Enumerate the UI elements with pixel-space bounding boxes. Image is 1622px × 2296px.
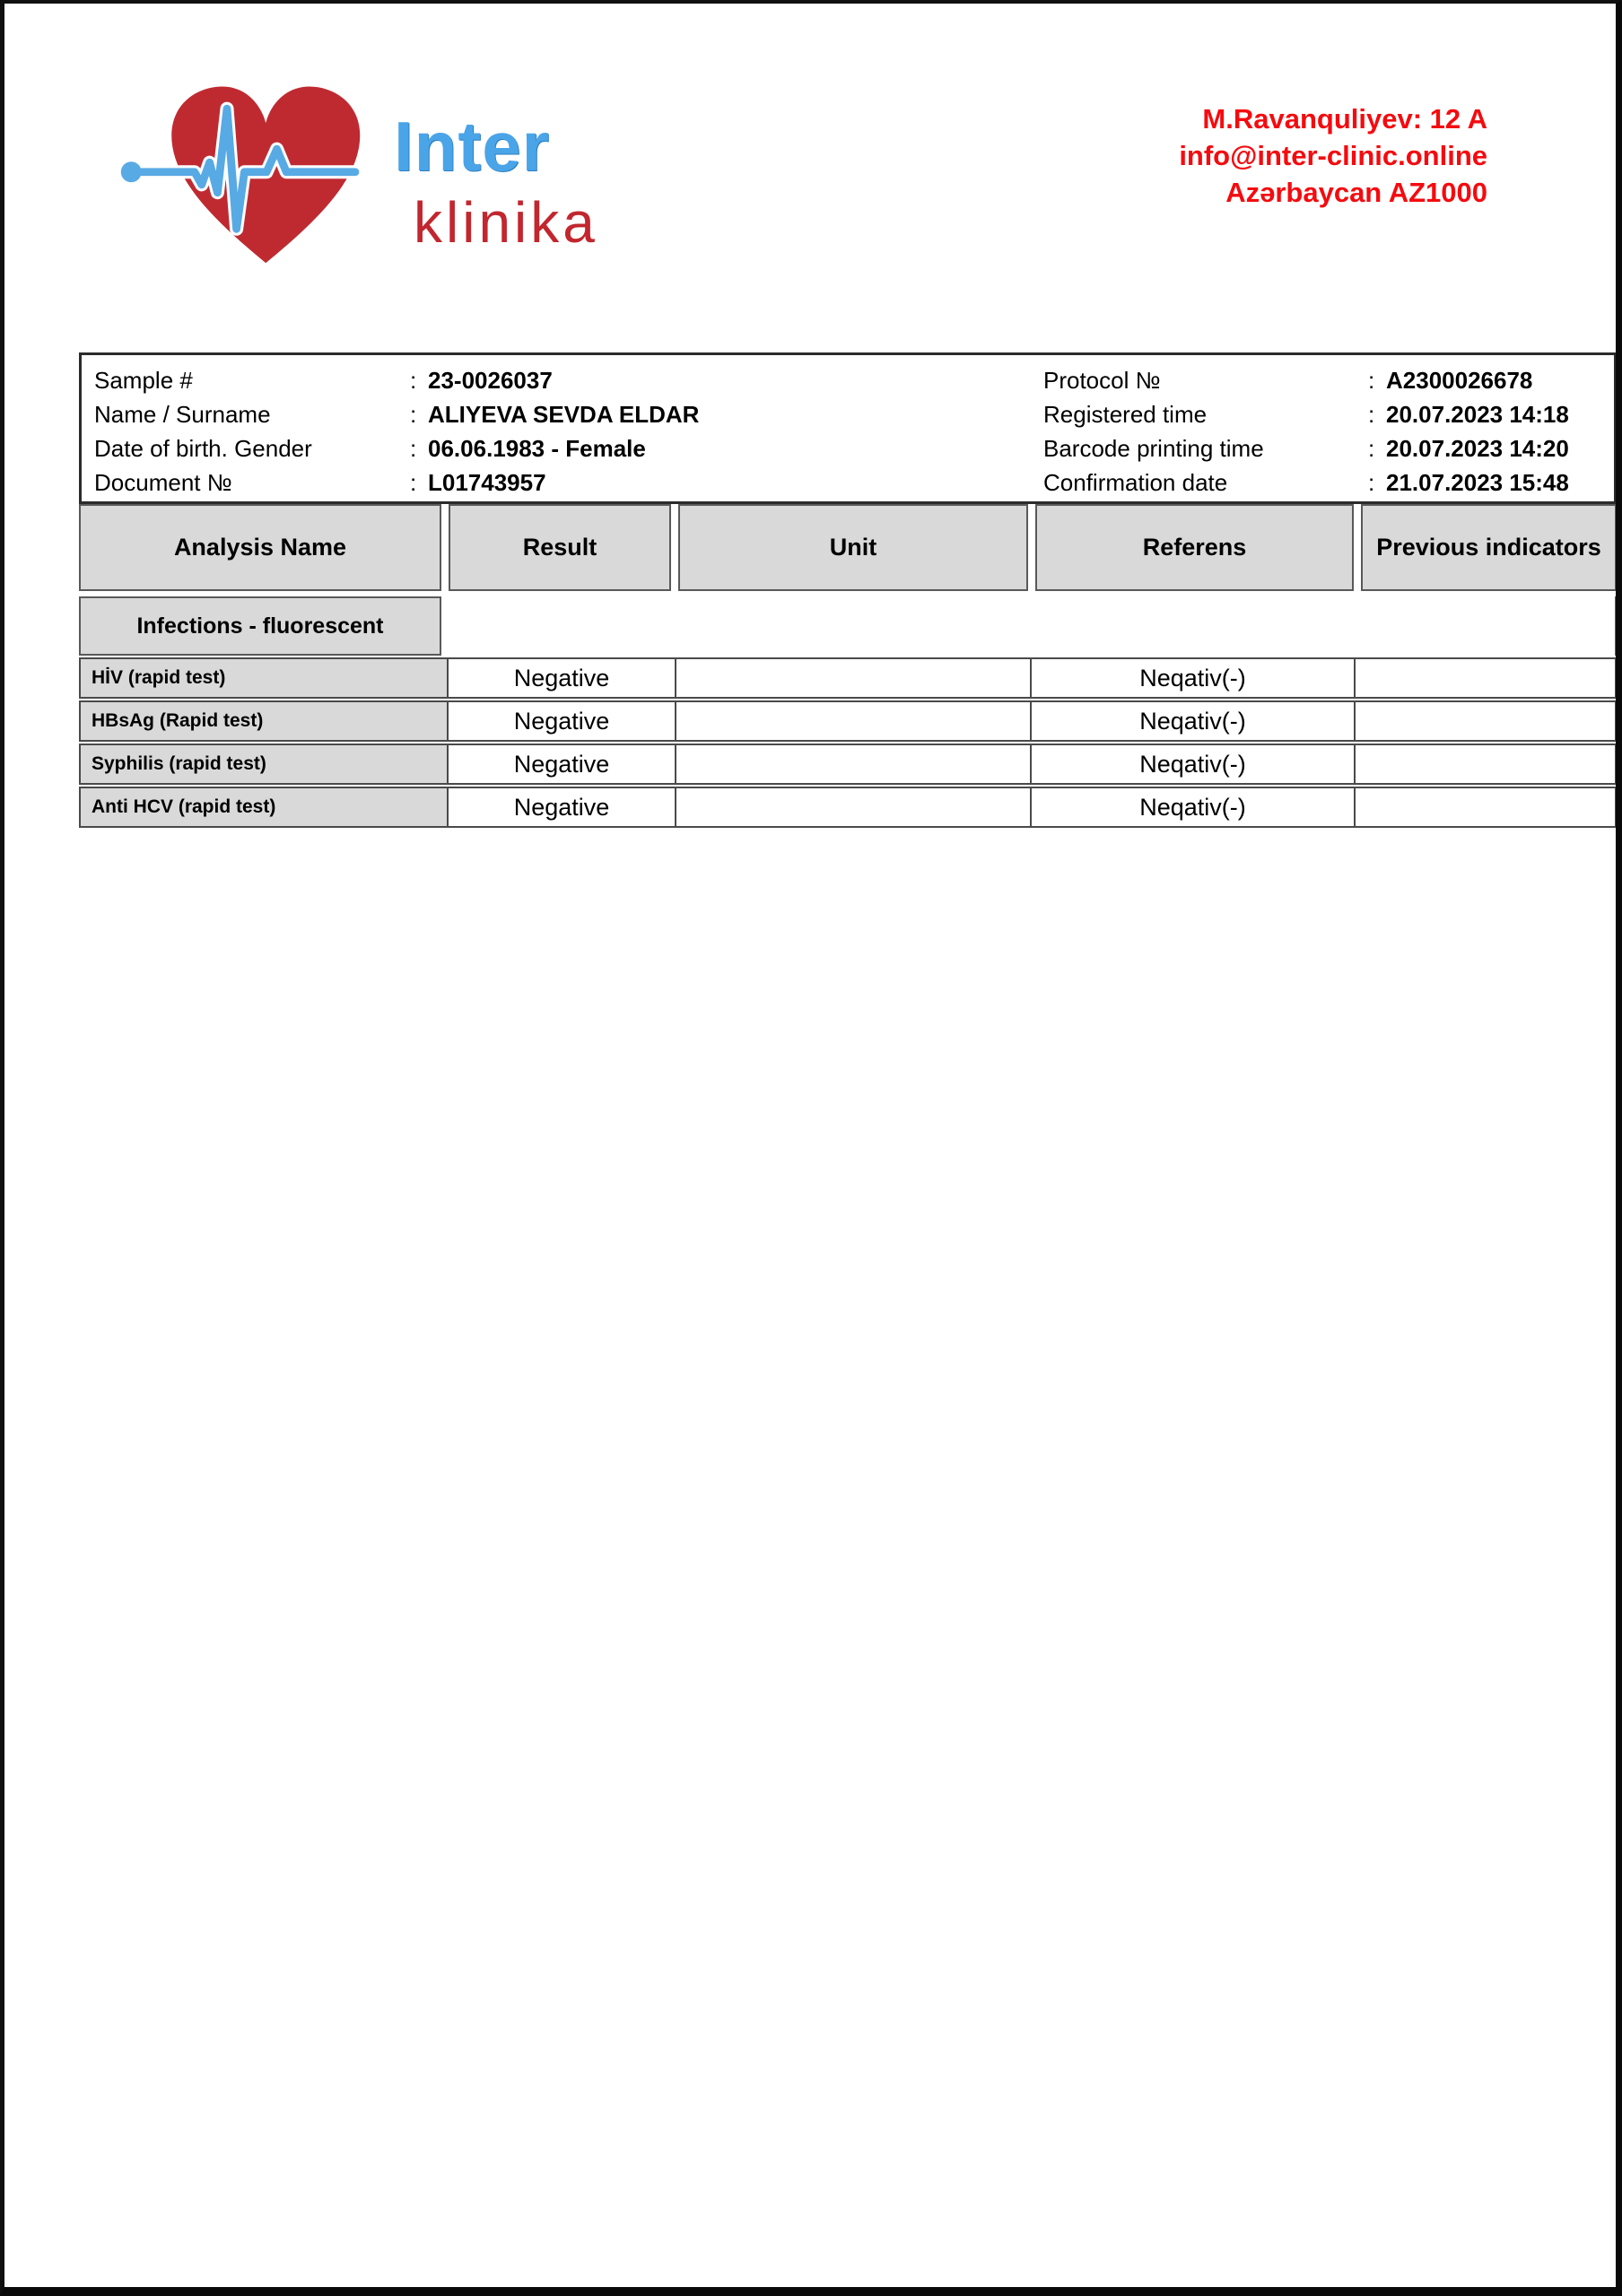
clinic-name-primary: Inter <box>394 107 551 186</box>
field-label: Registered time <box>1043 400 1208 428</box>
patient-row-birth-gender <box>94 435 699 463</box>
separator: : <box>410 434 417 462</box>
field-value: 21.07.2023 15:48 <box>1386 468 1569 496</box>
patient-info-left <box>94 363 699 500</box>
table-row <box>79 700 1617 742</box>
previous-cell <box>1356 700 1617 742</box>
header-referens: Referens <box>1035 504 1354 591</box>
patient-info-right <box>1043 363 1569 500</box>
patient-row-document <box>94 469 699 497</box>
separator: : <box>1368 434 1375 462</box>
field-value: 20.07.2023 14:18 <box>1386 400 1569 428</box>
header-analysis-name: Analysis Name <box>79 504 441 591</box>
field-label: Barcode printing time <box>1043 434 1264 462</box>
header-previous-indicators: Previous indicators <box>1361 504 1617 591</box>
section-row <box>79 596 1617 656</box>
heart-ekg-icon <box>119 56 388 285</box>
field-label: Date of birth. Gender <box>94 434 312 462</box>
clinic-logo-text <box>394 107 598 255</box>
result-cell: Negative <box>449 787 676 828</box>
patient-row-sample <box>94 367 699 395</box>
analysis-name-cell: HİV (rapid test) <box>79 657 449 699</box>
referens-cell: Neqativ(-) <box>1032 657 1356 699</box>
clinic-logo <box>119 56 598 285</box>
contact-address: M.Ravanquliyev: 12 A <box>1202 103 1487 135</box>
field-value: 06.06.1983 - Female <box>428 434 646 462</box>
unit-cell <box>676 700 1032 742</box>
table-row <box>79 657 1617 699</box>
separator: : <box>1368 468 1375 496</box>
field-label: Name / Surname <box>94 400 271 428</box>
referens-cell: Neqativ(-) <box>1032 700 1356 742</box>
patient-info-box <box>79 352 1617 504</box>
section-title: Infections - fluorescent <box>79 596 441 656</box>
separator: : <box>1368 366 1375 394</box>
field-value: 20.07.2023 14:20 <box>1386 434 1569 462</box>
result-cell: Negative <box>449 657 676 699</box>
separator: : <box>410 468 417 496</box>
unit-cell <box>676 657 1032 699</box>
contact-country: Azərbaycan AZ1000 <box>1225 177 1487 208</box>
previous-cell <box>1356 787 1617 828</box>
unit-cell <box>676 787 1032 828</box>
clinic-contact-block <box>1179 100 1487 211</box>
header-result: Result <box>449 504 671 591</box>
analysis-name-cell: HBsAg (Rapid test) <box>79 700 449 742</box>
separator: : <box>410 400 417 428</box>
field-label: Confirmation date <box>1043 468 1228 496</box>
clinic-name-secondary: klinika <box>414 190 598 255</box>
table-row <box>79 744 1617 785</box>
field-value: L01743957 <box>428 468 546 496</box>
previous-cell <box>1356 744 1617 785</box>
header-unit: Unit <box>678 504 1028 591</box>
result-cell: Negative <box>449 700 676 742</box>
referens-cell: Neqativ(-) <box>1032 744 1356 785</box>
patient-row-name <box>94 401 699 429</box>
field-value: ALIYEVA SEVDA ELDAR <box>428 400 700 428</box>
result-cell: Negative <box>449 744 676 785</box>
field-label: Protocol № <box>1043 366 1161 394</box>
field-label: Sample # <box>94 366 193 394</box>
field-value: A2300026678 <box>1386 366 1533 394</box>
patient-row-registered <box>1043 401 1569 429</box>
patient-row-confirmation <box>1043 469 1569 497</box>
unit-cell <box>676 744 1032 785</box>
analysis-table <box>79 504 1617 828</box>
patient-row-protocol <box>1043 367 1569 395</box>
field-value: 23-0026037 <box>428 366 553 394</box>
separator: : <box>1368 400 1375 428</box>
analysis-table-header <box>79 504 1617 591</box>
table-row <box>79 787 1617 828</box>
separator: : <box>410 366 417 394</box>
referens-cell: Neqativ(-) <box>1032 787 1356 828</box>
patient-row-barcode <box>1043 435 1569 463</box>
contact-email: info@inter-clinic.online <box>1179 140 1487 171</box>
field-label: Document № <box>94 468 232 496</box>
section-filler <box>449 596 1617 656</box>
analysis-name-cell: Syphilis (rapid test) <box>79 744 449 785</box>
previous-cell <box>1356 657 1617 699</box>
analysis-name-cell: Anti HCV (rapid test) <box>79 787 449 828</box>
